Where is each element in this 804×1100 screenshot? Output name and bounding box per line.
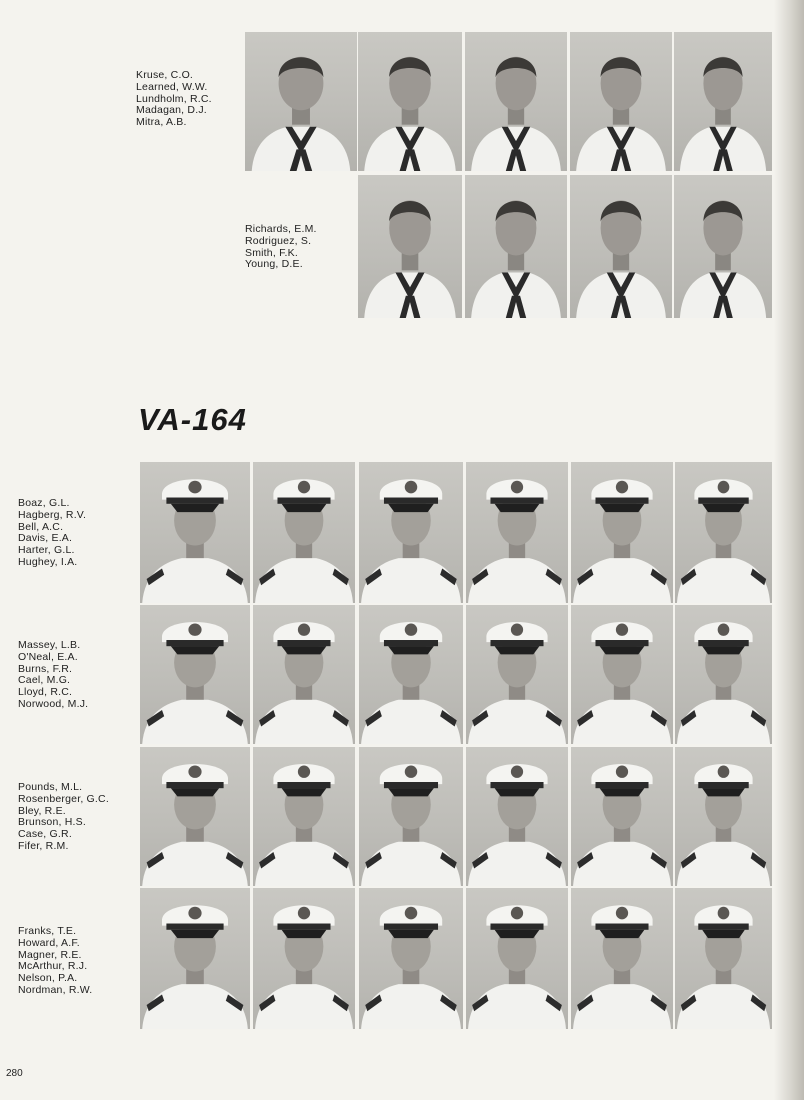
portrait-enlisted-1-4 xyxy=(570,32,672,171)
page-number: 280 xyxy=(6,1068,23,1079)
name-hagberg: Hagberg, R.V. xyxy=(18,508,87,521)
name-nelson: Nelson, P.A. xyxy=(18,972,78,985)
portrait-officer-1-2 xyxy=(253,462,355,603)
portrait-officer-3-5 xyxy=(571,747,673,886)
portrait-enlisted-1-1 xyxy=(245,32,357,171)
page-edge-shadow xyxy=(774,0,804,1100)
portrait-officer-3-1 xyxy=(140,747,250,886)
portrait-officer-3-3 xyxy=(359,747,463,886)
name-list-officers-4 xyxy=(18,926,92,997)
portrait-enlisted-2-2 xyxy=(465,175,567,318)
portrait-officer-1-5 xyxy=(571,462,673,603)
name-howard: Howard, A.F. xyxy=(18,936,80,949)
portrait-enlisted-2-3 xyxy=(570,175,672,318)
name-richards: Richards, E.M. xyxy=(245,223,317,235)
name-fifer: Fifer, R.M. xyxy=(18,839,69,852)
name-list-officers-2 xyxy=(18,640,88,711)
portrait-enlisted-1-2 xyxy=(358,32,462,171)
portrait-officer-4-5 xyxy=(571,888,673,1029)
portrait-officer-3-2 xyxy=(253,747,355,886)
name-hughey: Hughey, I.A. xyxy=(18,555,78,568)
portrait-officer-2-6 xyxy=(675,605,772,744)
portrait-enlisted-2-4 xyxy=(674,175,772,318)
name-oneal: O'Neal, E.A. xyxy=(18,650,78,663)
portrait-officer-2-4 xyxy=(466,605,568,744)
name-massey: Massey, L.B. xyxy=(18,639,81,651)
portrait-officer-4-1 xyxy=(140,888,250,1029)
name-rodriguez: Rodriguez, S. xyxy=(245,234,312,247)
name-case: Case, G.R. xyxy=(18,828,72,841)
portrait-enlisted-1-3 xyxy=(465,32,567,171)
portrait-officer-1-1 xyxy=(140,462,250,603)
name-lloyd: Lloyd, R.C. xyxy=(18,686,73,699)
name-list-enlisted-1 xyxy=(136,70,212,129)
name-franks: Franks, T.E. xyxy=(18,925,77,937)
name-davis: Davis, E.A. xyxy=(18,532,73,545)
name-mitra: Mitra, A.B. xyxy=(136,116,187,129)
portrait-officer-2-3 xyxy=(359,605,463,744)
portrait-officer-2-1 xyxy=(140,605,250,744)
portrait-officer-1-4 xyxy=(466,462,568,603)
name-madagan: Madagan, D.J. xyxy=(136,104,207,117)
portrait-officer-4-3 xyxy=(359,888,463,1029)
name-list-officers-3 xyxy=(18,782,109,853)
portrait-officer-4-2 xyxy=(253,888,355,1029)
portrait-enlisted-2-1 xyxy=(358,175,462,318)
name-cael: Cael, M.G. xyxy=(18,674,71,687)
name-smith: Smith, F.K. xyxy=(245,246,298,259)
name-young: Young, D.E. xyxy=(245,258,303,271)
portrait-officer-2-2 xyxy=(253,605,355,744)
name-rosenberger: Rosenberger, G.C. xyxy=(18,792,109,805)
portrait-officer-3-6 xyxy=(675,747,772,886)
portrait-officer-4-6 xyxy=(675,888,772,1029)
portrait-officer-3-4 xyxy=(466,747,568,886)
name-boaz: Boaz, G.L. xyxy=(18,497,70,509)
name-harter: Harter, G.L. xyxy=(18,544,75,557)
name-list-enlisted-2 xyxy=(245,224,317,271)
portrait-enlisted-1-5 xyxy=(674,32,772,171)
name-bley: Bley, R.E. xyxy=(18,804,66,817)
name-burns: Burns, F.R. xyxy=(18,662,73,675)
name-nordman: Nordman, R.W. xyxy=(18,983,93,996)
name-mcarthur: McArthur, R.J. xyxy=(18,960,88,973)
name-learned: Learned, W.W. xyxy=(136,80,208,93)
name-kruse: Kruse, C.O. xyxy=(136,69,194,81)
portrait-officer-1-6 xyxy=(675,462,772,603)
name-pounds: Pounds, M.L. xyxy=(18,781,83,793)
portrait-officer-1-3 xyxy=(359,462,463,603)
name-list-officers-1 xyxy=(18,498,86,569)
name-brunson: Brunson, H.S. xyxy=(18,816,86,829)
name-magner: Magner, R.E. xyxy=(18,948,82,961)
portrait-officer-4-4 xyxy=(466,888,568,1029)
squadron-heading: VA-164 xyxy=(138,402,247,437)
name-norwood: Norwood, M.J. xyxy=(18,697,89,710)
name-bell: Bell, A.C. xyxy=(18,520,64,533)
portrait-officer-2-5 xyxy=(571,605,673,744)
name-lundholm: Lundholm, R.C. xyxy=(136,92,212,105)
